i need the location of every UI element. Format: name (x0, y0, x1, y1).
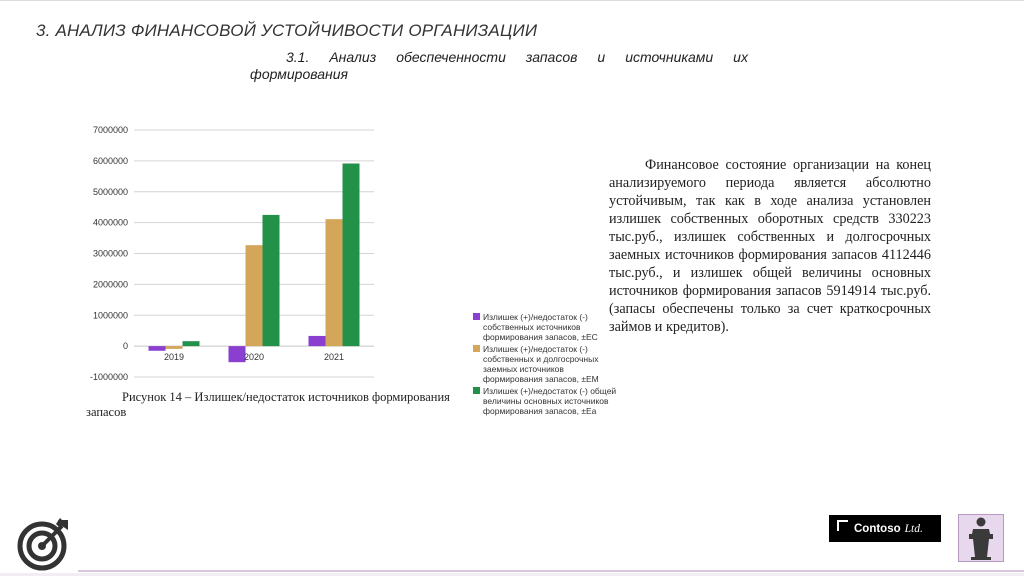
subtitle-word: источниками (625, 49, 714, 65)
subtitle-word: обеспеченности (396, 49, 506, 65)
bar-2019-series-3 (183, 341, 200, 346)
x-tick-label: 2021 (323, 352, 345, 363)
chart-legend (473, 312, 623, 418)
figure-caption-line1: Рисунок 14 – Излишек/недостаток источников формирования (122, 390, 450, 404)
y-tick-label: 2000000 (92, 279, 128, 290)
subsection-title-line2: формирования (250, 66, 348, 82)
y-tick-label: 0 (122, 341, 128, 352)
x-tick-label: 2019 (163, 352, 185, 363)
y-tick-label: 7000000 (92, 125, 128, 135)
y-tick-label: 4000000 (92, 217, 128, 228)
legend-item (473, 344, 623, 384)
subtitle-word: Анализ (329, 49, 377, 65)
figure-caption-line2: запасов (86, 405, 127, 419)
target-icon (14, 514, 74, 574)
subtitle-word: 3.1. (286, 49, 310, 65)
subsection-title (250, 49, 748, 83)
y-tick-label: 3000000 (92, 248, 128, 259)
legend-swatch (473, 313, 480, 320)
y-tick-label: 1000000 (92, 310, 128, 321)
subtitle-word: их (733, 49, 748, 65)
legend-label: Излишек (+)/недостаток (-) собственных и долгосрочных заемных источников формирования запасов, ±ЕМ (483, 344, 599, 384)
brand-name: Contoso (854, 522, 901, 535)
bar-2019-series-2 (166, 346, 183, 349)
legend-item (473, 386, 623, 416)
legend-label: Излишек (+)/недостаток (-) собственных источников формирования запасов, ±ЕС (483, 312, 598, 342)
legend-item (473, 312, 623, 342)
brand-logo (829, 515, 941, 542)
bar-2020-series-2 (246, 245, 263, 346)
podium-icon (958, 514, 1004, 562)
y-tick-label: 6000000 (92, 155, 128, 166)
bar-2021-series-3 (343, 164, 360, 347)
y-tick-label: -1000000 (89, 372, 128, 382)
subtitle-word: и (597, 49, 606, 65)
bar-2019-series-1 (149, 346, 166, 351)
footer-rule (78, 570, 1024, 572)
brand-suffix: Ltd. (904, 522, 923, 535)
bar-2021-series-2 (326, 219, 343, 346)
brand-corner-mark (837, 520, 848, 531)
x-tick-label: 2020 (243, 352, 265, 363)
y-tick-label: 5000000 (92, 186, 128, 197)
bar-2020-series-1 (229, 346, 246, 362)
section-title: 3. АНАЛИЗ ФИНАНСОВОЙ УСТОЙЧИВОСТИ ОРГАНИЗАЦИИ (36, 21, 538, 40)
legend-swatch (473, 345, 480, 352)
subtitle-word: запасов (525, 49, 578, 65)
bar-2021-series-1 (309, 336, 326, 346)
analysis-paragraph: Финансовое состояние организации на конец анализируемого периода является абсолютно устойчивым, так как в ходе анализа установлен излишек собственных оборотных средств 330223 тыс.руб., излишек собственных и долгосрочных заемных источников формирования запасов 4112446 тыс.руб., и излишек общей величины основных источников формирования запасов 5914914 тыс.руб. (запасы обеспечены только за счет краткосрочных займов и кредитов). (609, 157, 931, 335)
top-rule (0, 0, 1024, 1)
bar-2020-series-3 (263, 215, 280, 346)
legend-label: Излишек (+)/недостаток (-) общей величины основных источников формирования запасов, ±Еа (483, 386, 617, 416)
chart-plot (86, 118, 386, 386)
subsection-title-line1 (250, 49, 748, 66)
figure-caption (86, 390, 476, 420)
